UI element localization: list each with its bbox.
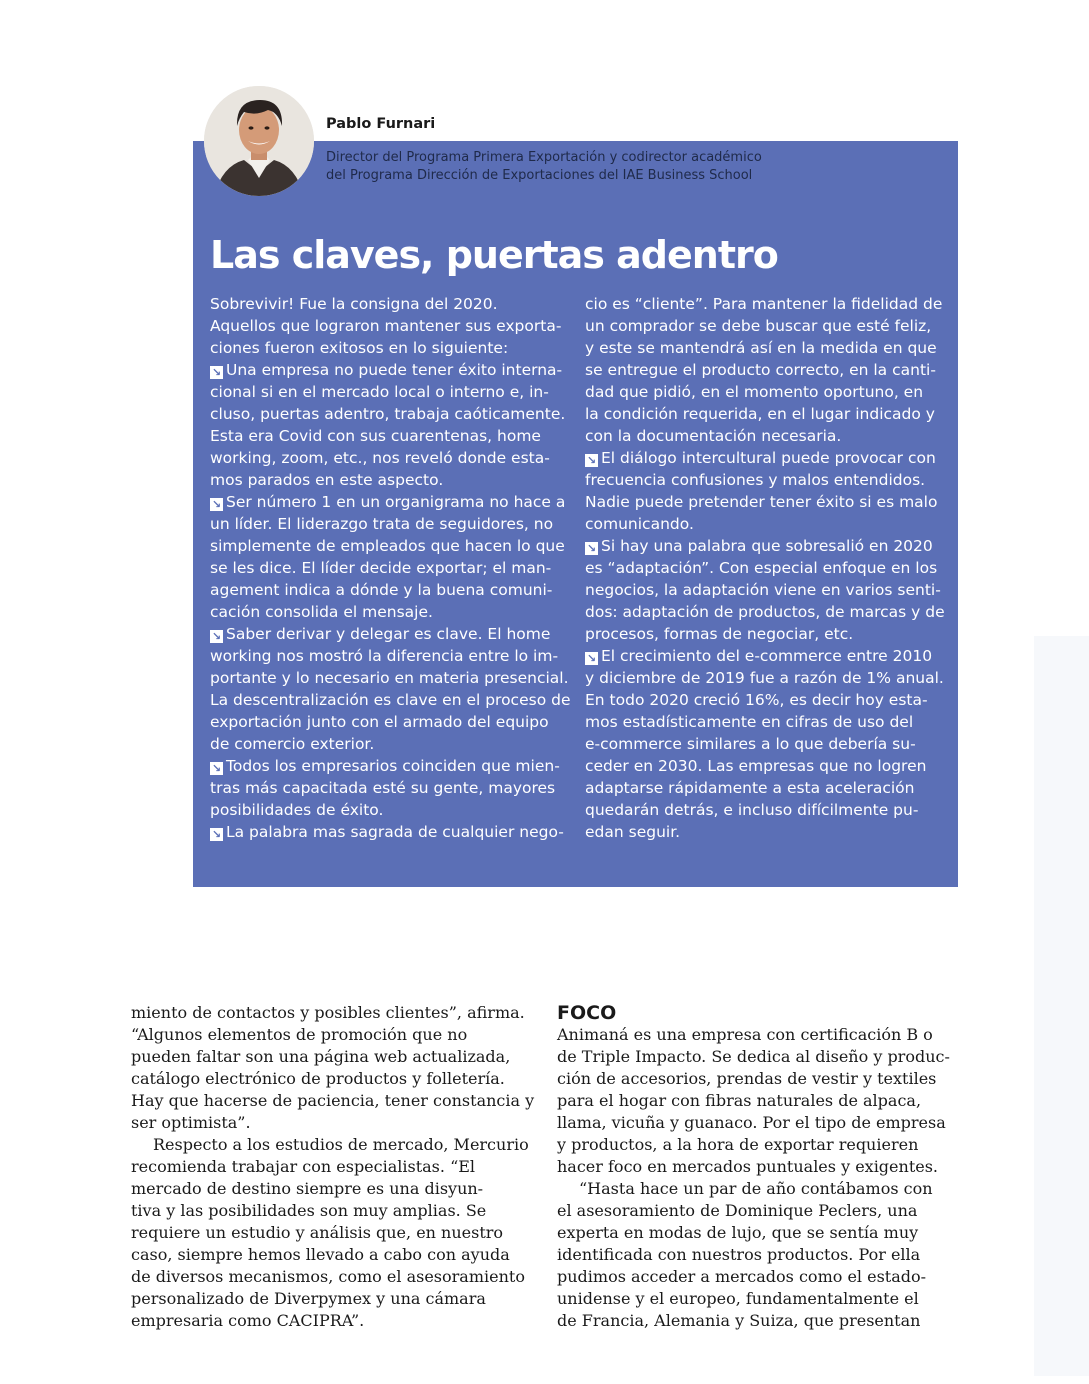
article-text-line: Respecto a los estudios de mercado, Mercurio bbox=[153, 1135, 529, 1154]
box-text: Aquellos que lograron mantener sus exporta- bbox=[210, 317, 562, 335]
box-text: y diciembre de 2019 fue a razón de 1% anual. bbox=[585, 669, 944, 687]
author-role bbox=[326, 149, 796, 185]
article-text-line: de Francia, Alemania y Suiza, que presentan bbox=[557, 1311, 921, 1330]
article-text-line: de diversos mecanismos, como el asesoramiento bbox=[131, 1267, 525, 1286]
box-text: Ser número 1 en un organigrama no hace a bbox=[226, 493, 566, 511]
arrow-down-right-icon: ↘ bbox=[586, 454, 597, 467]
box-text: ciones fueron exitosos en lo siguiente: bbox=[210, 339, 509, 357]
box-text-line bbox=[210, 557, 562, 579]
box-text-line bbox=[210, 755, 562, 777]
box-text-line bbox=[210, 799, 562, 821]
article-text-line: de Triple Impacto. Se dedica al diseño y produc- bbox=[557, 1047, 950, 1066]
article-text-line: miento de contactos y posibles clientes”, afirma. bbox=[131, 1003, 525, 1022]
box-text-line bbox=[210, 337, 562, 359]
article-left-column bbox=[131, 1002, 541, 1332]
box-text-line bbox=[210, 293, 562, 315]
article-text-line: catálogo electrónico de productos y folletería. bbox=[131, 1069, 505, 1088]
box-text-line bbox=[585, 689, 937, 711]
box-text: se les dice. El líder decide exportar; el man- bbox=[210, 559, 552, 577]
article-text-line: ción de accesorios, prendas de vestir y textiles bbox=[557, 1069, 937, 1088]
box-text: Una empresa no puede tener éxito interna- bbox=[226, 361, 563, 379]
article-text-line: identificada con nuestros productos. Por ella bbox=[557, 1245, 921, 1264]
box-text-line bbox=[585, 469, 937, 491]
article-text-line: pudimos acceder a mercados como el estado- bbox=[557, 1267, 927, 1286]
arrow-down-right-icon: ↘ bbox=[211, 762, 222, 775]
box-text: working nos mostró la diferencia entre lo im- bbox=[210, 647, 559, 665]
box-text: El diálogo intercultural puede provocar con bbox=[601, 449, 936, 467]
box-text: mos estadísticamente en cifras de uso del bbox=[585, 713, 914, 731]
box-text: de comercio exterior. bbox=[210, 735, 375, 753]
article-right-text bbox=[557, 1024, 967, 1332]
box-text: ceder en 2030. Las empresas que no logren bbox=[585, 757, 927, 775]
box-title: Las claves, puertas adentro bbox=[210, 233, 778, 277]
article-text-line: y productos, a la hora de exportar requieren bbox=[557, 1135, 919, 1154]
box-text-line bbox=[210, 711, 562, 733]
box-text-line bbox=[210, 645, 562, 667]
box-text-line bbox=[210, 535, 565, 557]
article-right-column bbox=[557, 1002, 967, 1332]
box-text: posibilidades de éxito. bbox=[210, 801, 384, 819]
box-text-line bbox=[585, 293, 943, 315]
box-text-line bbox=[585, 491, 937, 513]
box-text: cional si en el mercado local o interno e, in- bbox=[210, 383, 549, 401]
box-text-line bbox=[210, 689, 571, 711]
box-text-line bbox=[585, 315, 937, 337]
box-text-line bbox=[210, 733, 562, 755]
article-text-line: “Hasta hace un par de año contábamos con bbox=[579, 1179, 933, 1198]
author-name: Pablo Furnari bbox=[326, 116, 436, 132]
box-text-line bbox=[585, 755, 937, 777]
article-text-line: Hay que hacerse de paciencia, tener constancia y bbox=[131, 1091, 535, 1110]
box-text-line bbox=[585, 667, 944, 689]
article-text-line: el asesoramiento de Dominique Peclers, una bbox=[557, 1201, 918, 1220]
box-text-line bbox=[210, 381, 562, 403]
article-text-line: llama, vicuña y guanaco. Por el tipo de empresa bbox=[557, 1113, 946, 1132]
box-text: El crecimiento del e-commerce entre 2010 bbox=[601, 647, 933, 665]
box-left-column bbox=[210, 293, 571, 843]
author-photo bbox=[204, 86, 314, 196]
box-text: frecuencia confusiones y malos entendidos. bbox=[585, 471, 926, 489]
box-text: cluso, puertas adentro, trabaja caóticamente. bbox=[210, 405, 566, 423]
box-text: tras más capacitada esté su gente, mayores bbox=[210, 779, 556, 797]
box-text: Todos los empresarios coinciden que mien- bbox=[226, 757, 560, 775]
box-text: procesos, formas de negociar, etc. bbox=[585, 625, 854, 643]
box-text: se entregue el producto correcto, en la canti- bbox=[585, 361, 936, 379]
article-text-line: Animaná es una empresa con certificación B o bbox=[557, 1025, 933, 1044]
box-text-line bbox=[210, 425, 562, 447]
box-text: La palabra mas sagrada de cualquier nego- bbox=[226, 823, 564, 841]
box-text-line bbox=[585, 799, 937, 821]
box-text: simplemente de empleados que hacen lo que bbox=[210, 537, 565, 555]
box-text: un comprador se debe buscar que esté feliz, bbox=[585, 317, 932, 335]
author-role-line: del Programa Dirección de Exportaciones del IAE Business School bbox=[326, 168, 753, 183]
box-text-line bbox=[210, 469, 562, 491]
article-text-line: para el hogar con fibras naturales de alpaca, bbox=[557, 1091, 922, 1110]
box-text: exportación junto con el armado del equipo bbox=[210, 713, 549, 731]
box-text: es “adaptación”. Con especial enfoque en los bbox=[585, 559, 938, 577]
box-text-line bbox=[210, 777, 562, 799]
box-text: working, zoom, etc., nos reveló donde esta- bbox=[210, 449, 550, 467]
box-text: edan seguir. bbox=[585, 823, 681, 841]
box-text: Esta era Covid con sus cuarentenas, home bbox=[210, 427, 541, 445]
box-text-line bbox=[585, 623, 937, 645]
box-text: mos parados en este aspecto. bbox=[210, 471, 444, 489]
box-text: con la documentación necesaria. bbox=[585, 427, 842, 445]
box-text-line bbox=[585, 579, 941, 601]
box-text: agement indica a dónde y la buena comuni- bbox=[210, 581, 553, 599]
arrow-down-right-icon: ↘ bbox=[211, 828, 222, 841]
arrow-down-right-icon: ↘ bbox=[586, 652, 597, 665]
box-text: Nadie puede pretender tener éxito si es malo bbox=[585, 493, 938, 511]
box-text: dad que pidió, en el momento oportuno, en bbox=[585, 383, 924, 401]
section-subhead: FOCO bbox=[557, 1002, 617, 1024]
box-text-line bbox=[210, 667, 569, 689]
box-text-line bbox=[585, 733, 937, 755]
box-text-line bbox=[585, 535, 937, 557]
box-text: cación consolida el mensaje. bbox=[210, 603, 433, 621]
article-text-line: mercado de destino siempre es una disyun- bbox=[131, 1179, 484, 1198]
article-text-line: unidense y el europeo, fundamentalmente el bbox=[557, 1289, 919, 1308]
article-text-line: caso, siempre hemos llevado a cabo con ayuda bbox=[131, 1245, 510, 1264]
box-text-line bbox=[210, 623, 562, 645]
box-text-line bbox=[585, 601, 945, 623]
box-text-line bbox=[210, 447, 562, 469]
arrow-down-right-icon: ↘ bbox=[211, 630, 222, 643]
box-text: cio es “cliente”. Para mantener la fidelidad de bbox=[585, 295, 943, 313]
box-text: quedarán detrás, e incluso difícilmente pu- bbox=[585, 801, 919, 819]
box-text-line bbox=[585, 557, 937, 579]
box-text: La descentralización es clave en el proceso de bbox=[210, 691, 571, 709]
box-text-line bbox=[210, 359, 562, 381]
box-text-line bbox=[585, 381, 937, 403]
arrow-down-right-icon: ↘ bbox=[211, 498, 222, 511]
box-text: dos: adaptación de productos, de marcas y de bbox=[585, 603, 945, 621]
box-text-line bbox=[210, 315, 562, 337]
article-text-line: ser optimista”. bbox=[131, 1113, 251, 1132]
arrow-down-right-icon: ↘ bbox=[586, 542, 597, 555]
article-text-line: experta en modas de lujo, que se sentía muy bbox=[557, 1223, 919, 1242]
box-text-line bbox=[585, 403, 937, 425]
box-text: En todo 2020 creció 16%, es decir hoy esta- bbox=[585, 691, 928, 709]
box-text: portante y lo necesario en materia presencial. bbox=[210, 669, 569, 687]
box-text-line bbox=[210, 491, 566, 513]
box-text-line bbox=[585, 821, 937, 843]
arrow-down-right-icon: ↘ bbox=[211, 366, 222, 379]
box-text: un líder. El liderazgo trata de seguidores, no bbox=[210, 515, 554, 533]
box-text: Si hay una palabra que sobresalió en 2020 bbox=[601, 537, 933, 555]
box-text: e-commerce similares a lo que debería su- bbox=[585, 735, 916, 753]
box-text: Saber derivar y delegar es clave. El home bbox=[226, 625, 551, 643]
article-text-line: pueden faltar son una página web actualizada, bbox=[131, 1047, 511, 1066]
article-text-line: empresaria como CACIPRA”. bbox=[131, 1311, 365, 1330]
box-text: la condición requerida, en el lugar indicado y bbox=[585, 405, 935, 423]
box-text: Sobrevivir! Fue la consigna del 2020. bbox=[210, 295, 498, 313]
article-text-line: requiere un estudio y análisis que, en nuestro bbox=[131, 1223, 504, 1242]
box-text-line bbox=[585, 337, 937, 359]
box-text-line bbox=[585, 359, 937, 381]
box-text-line bbox=[585, 513, 937, 535]
box-text: negocios, la adaptación viene en varios senti- bbox=[585, 581, 941, 599]
box-text: y este se mantendrá así en la medida en que bbox=[585, 339, 937, 357]
article-text-line: recomienda trabajar con especialistas. “El bbox=[131, 1157, 476, 1176]
box-text-line bbox=[585, 447, 937, 469]
page-edge-shade bbox=[1034, 636, 1089, 1376]
box-text-line bbox=[210, 403, 566, 425]
box-text: adaptarse rápidamente a esta aceleración bbox=[585, 779, 915, 797]
article-text-line: “Algunos elementos de promoción que no bbox=[131, 1025, 468, 1044]
article-text-line: tiva y las posibilidades son muy amplias. Se bbox=[131, 1201, 487, 1220]
article-text-line: personalizado de Diverpymex y una cámara bbox=[131, 1289, 486, 1308]
box-text-line bbox=[210, 601, 562, 623]
author-role-line: Director del Programa Primera Exportación y codirector académico bbox=[326, 150, 762, 165]
box-text-line bbox=[210, 513, 562, 535]
box-text-line bbox=[585, 425, 937, 447]
box-text-line bbox=[585, 711, 937, 733]
box-text-line bbox=[585, 645, 937, 667]
article-text-line: hacer foco en mercados puntuales y exigentes. bbox=[557, 1157, 939, 1176]
box-text-line bbox=[210, 821, 562, 843]
box-right-column bbox=[585, 293, 945, 843]
box-text-line bbox=[210, 579, 562, 601]
box-text-line bbox=[585, 777, 937, 799]
box-text: comunicando. bbox=[585, 515, 694, 533]
